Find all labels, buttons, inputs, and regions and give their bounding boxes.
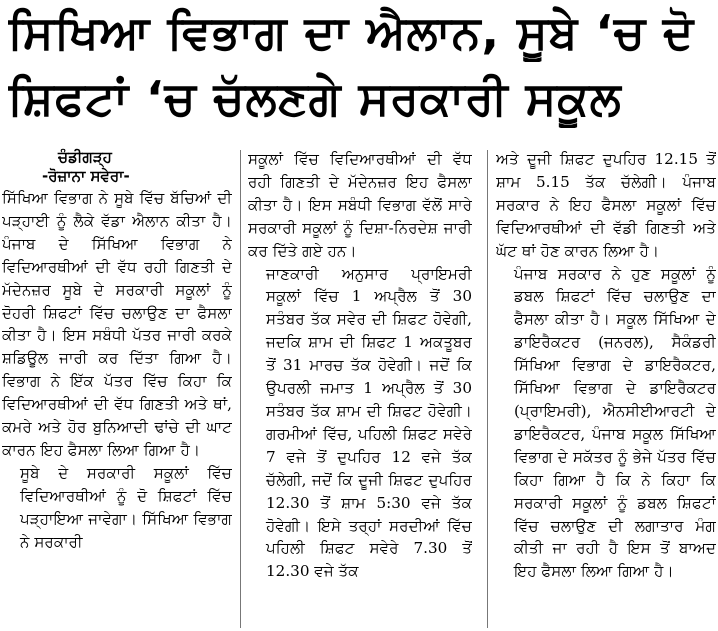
article-paragraph: ਸਕੂਲਾਂ ਵਿੱਚ ਵਿਦਿਆਰਥੀਆਂ ਦੀ ਵੱਧ ਰਹੀ ਗਿਣਤੀ ਦੇ ਮੱਦੇਨਜ਼ਰ ਇਹ ਫੈਸਲਾ ਕੀਤਾ ਹੈ। ਇਸ ਸਬੰਧੀ ਵਿਭਾਗ ਵੱਲੋਂ ਸਾਰੇ ਸਰਕਾਰੀ ਸਕੂਲਾਂ ਨੂੰ ਦਿਸ਼ਾ-ਨਿਰਦੇਸ਼ ਜਾਰੀ ਕਰ ਦਿੱਤੇ ਗਏ ਹਨ।	[248, 150, 472, 260]
article-paragraph: ਜਾਣਕਾਰੀ ਅਨੁਸਾਰ ਪ੍ਰਾਇਮਰੀ ਸਕੂਲਾਂ ਵਿੱਚ 1 ਅਪ੍ਰੈਲ ਤੋਂ 30 ਸਤੰਬਰ ਤੱਕ ਸਵੇਰ ਦੀ ਸ਼ਿਫਟ ਹੋਵੇਗੀ, ਜਦਕਿ ਸ਼ਾਮ ਦੀ ਸ਼ਿਫਟ 1 ਅਕਤੂਬਰ ਤੋਂ 31 ਮਾਰਚ ਤੱਕ ਹੋਵੇਗੀ। ਜਦੋਂ ਕਿ ਉਪਰਲੀ ਜਮਾਤ 1 ਅਪ੍ਰੈਲ ਤੋਂ 30 ਸਤੰਬਰ ਤੱਕ ਸ਼ਾਮ ਦੀ ਸ਼ਿਫਟ ਹੋਵੇਗੀ। ਗਰਮੀਆਂ ਵਿੱਚ, ਪਹਿਲੀ ਸ਼ਿਫਟ ਸਵੇਰੇ 7 ਵਜੇ ਤੋਂ ਦੁਪਹਿਰ 12 ਵਜੇ ਤੱਕ ਚੱਲੇਗੀ, ਜਦੋਂ ਕਿ ਦੂਜੀ ਸ਼ਿਫਟ ਦੁਪਹਿਰ 12.30 ਤੋਂ ਸ਼ਾਮ 5:30 ਵਜੇ ਤੱਕ ਹੋਵੇਗੀ। ਇਸੇ ਤਰ੍ਹਾਂ ਸਰਦੀਆਂ ਵਿੱਚ ਪਹਿਲੀ ਸ਼ਿਫਟ ਸਵੇਰੇ 7.30 ਤੋਂ 12.30 ਵਜੇ ਤੱਕ	[266, 264, 472, 581]
article-paragraph: ਸਿੱਖਿਆ ਵਿਭਾਗ ਨੇ ਸੂਬੇ ਵਿੱਚ ਬੱਚਿਆਂ ਦੀ ਪੜ੍ਹਾਈ ਨੂੰ ਲੈਕੇ ਵੱਡਾ ਐਲਾਨ ਕੀਤਾ ਹੈ। ਪੰਜਾਬ ਦੇ ਸਿੱਖਿਆ ਵਿਭਾਗ ਨੇ ਵਿਦਿਆਰਥੀਆਂ ਦੀ ਵੱਧ ਰਹੀ ਗਿਣਤੀ ਦੇ ਮੱਦੇਨਜ਼ਰ ਸੂਬੇ ਦੇ ਸਰਕਾਰੀ ਸਕੂਲਾਂ ਨੂੰ ਦੋਹਰੀ ਸ਼ਿਫਟਾਂ ਵਿੱਚ ਚਲਾਉਣ ਦਾ ਫੈਸਲਾ ਕੀਤਾ ਹੈ। ਇਸ ਸਬੰਧੀ ਪੱਤਰ ਜਾਰੀ ਕਰਕੇ ਸ਼ਡਿਊਲ ਜਾਰੀ ਕਰ ਦਿੱਤਾ ਗਿਆ ਹੈ। ਵਿਭਾਗ ਨੇ ਇੱਕ ਪੱਤਰ ਵਿੱਚ ਕਿਹਾ ਕਿ ਵਿਦਿਆਰਥੀਆਂ ਦੀ ਵੱਧ ਗਿਣਤੀ ਅਤੇ ਥਾਂ, ਕਮਰੇ ਅਤੇ ਹੋਰ ਬੁਨਿਆਦੀ ਢਾਂਚੇ ਦੀ ਘਾਟ ਕਾਰਨ ਇਹ ਫੈਸਲਾ ਲਿਆ ਗਿਆ ਹੈ।	[2, 189, 232, 459]
dateline: ਚੰਡੀਗੜ੍ਹ	[58, 148, 112, 166]
column-divider-1	[240, 150, 241, 628]
article-paragraph: ਅਤੇ ਦੂਜੀ ਸ਼ਿਫਟ ਦੁਪਹਿਰ 12.15 ਤੋਂ ਸ਼ਾਮ 5.15 ਤੱਕ ਚੱਲੇਗੀ। ਪੰਜਾਬ ਸਰਕਾਰ ਨੇ ਇਹ ਫੈਸਲਾ ਸਕੂਲਾਂ ਵਿੱਚ ਵਿਦਿਆਰਥੀਆਂ ਦੀ ਵੱਡੀ ਗਿਣਤੀ ਅਤੇ ਘੱਟ ਥਾਂ ਹੋਣ ਕਾਰਨ ਲਿਆ ਹੈ।	[496, 150, 716, 260]
headline-line-2: ਸ਼ਿਫਟਾਂ ‘ਚ ਚੱਲਣਗੇ ਸਰਕਾਰੀ ਸਕੂਲ	[8, 71, 622, 125]
article-column-1	[2, 148, 232, 628]
agency-credit: -ਰੋਜ਼ਾਨਾ ਸਵੇਰਾ-	[42, 167, 130, 185]
headline-line-1: ਸਿਖਿਆ ਵਿਭਾਗ ਦਾ ਐਲਾਨ, ਸੂਬੇ ‘ਚ ਦੋ	[8, 5, 695, 59]
column-divider-2	[487, 150, 488, 628]
article-column-2	[248, 148, 472, 628]
article-paragraph: ਸੂਬੇ ਦੇ ਸਰਕਾਰੀ ਸਕੂਲਾਂ ਵਿੱਚ ਵਿਦਿਆਰਥੀਆਂ ਨੂੰ ਦੋ ਸ਼ਿਫਟਾਂ ਵਿੱਚ ਪੜ੍ਹਾਇਆ ਜਾਵੇਗਾ। ਸਿੱਖਿਆ ਵਿਭਾਗ ਨੇ ਸਰਕਾਰੀ	[20, 463, 232, 551]
article-column-3	[496, 148, 716, 628]
article-paragraph: ਪੰਜਾਬ ਸਰਕਾਰ ਨੇ ਹੁਣ ਸਕੂਲਾਂ ਨੂੰ ਡਬਲ ਸ਼ਿਫਟਾਂ ਵਿੱਚ ਚਲਾਉਣ ਦਾ ਫੈਸਲਾ ਕੀਤਾ ਹੈ। ਸਕੂਲ ਸਿੱਖਿਆ ਦੇ ਡਾਇਰੈਕਟਰ (ਜਨਰਲ), ਸੈਕੰਡਰੀ ਸਿੱਖਿਆ ਵਿਭਾਗ ਦੇ ਡਾਇਰੈਕਟਰ, ਸਿੱਖਿਆ ਵਿਭਾਗ ਦੇ ਡਾਇਰੈਕਟਰ (ਪ੍ਰਾਇਮਰੀ), ਐਨਸੀਈਆਰਟੀ ਦੇ ਡਾਇਰੈਕਟਰ, ਪੰਜਾਬ ਸਕੂਲ ਸਿੱਖਿਆ ਵਿਭਾਗ ਦੇ ਸਕੱਤਰ ਨੂੰ ਭੇਜੇ ਪੱਤਰ ਵਿੱਚ ਕਿਹਾ ਗਿਆ ਹੈ ਕਿ ਨੇ ਕਿਹਾ ਕਿ ਸਰਕਾਰੀ ਸਕੂਲਾਂ ਨੂੰ ਡਬਲ ਸ਼ਿਫਟਾਂ ਵਿੱਚ ਚਲਾਉਣ ਦੀ ਲਗਾਤਾਰ ਮੰਗ ਕੀਤੀ ਜਾ ਰਹੀ ਹੈ ਇਸ ਤੋਂ ਬਾਅਦ ਇਹ ਫੈਸਲਾ ਲਿਆ ਗਿਆ ਹੈ।	[514, 264, 716, 581]
